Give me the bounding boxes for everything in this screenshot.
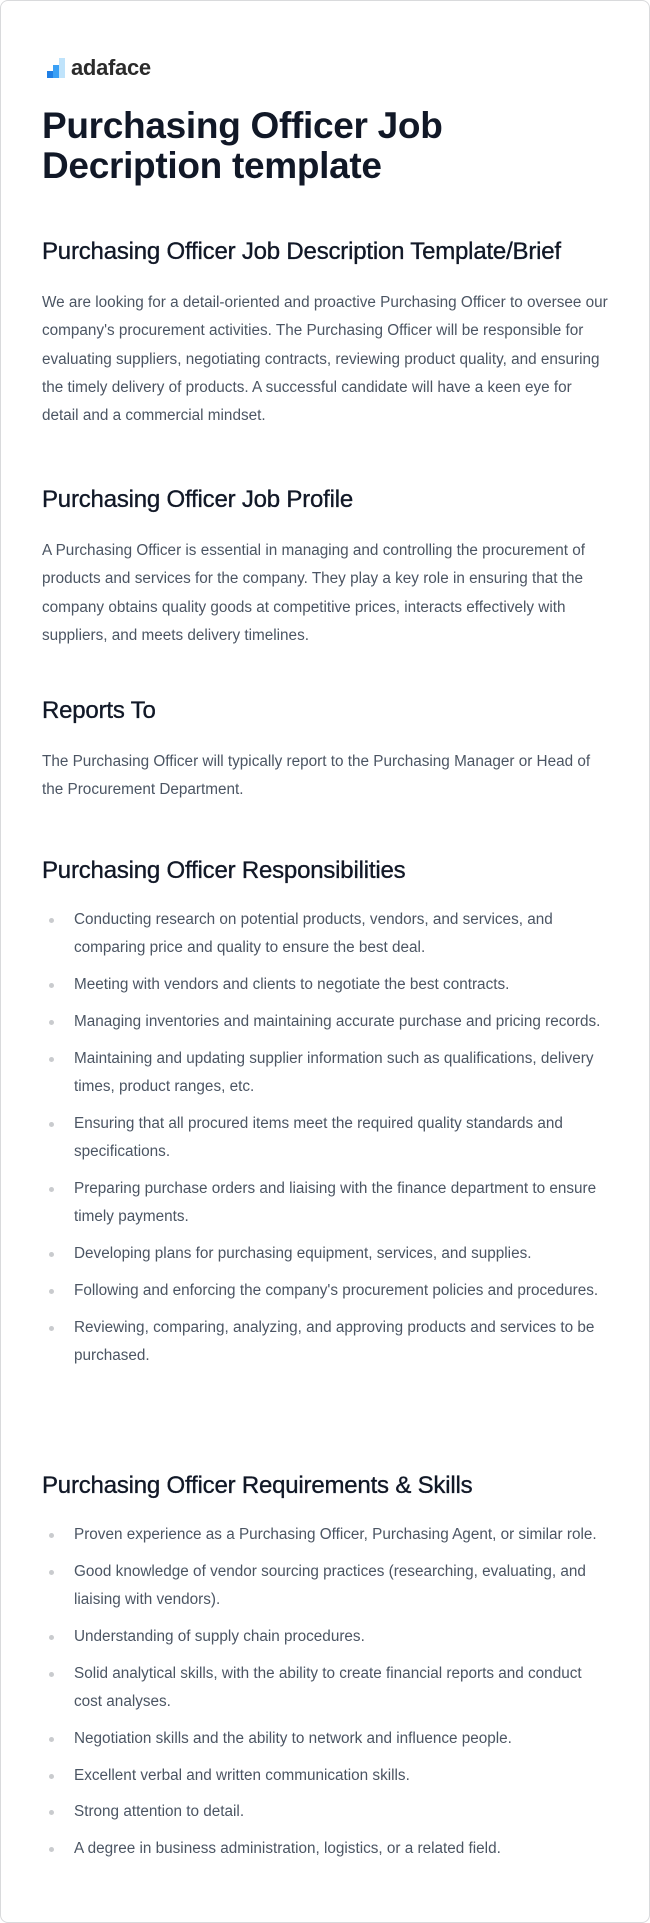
list-item [42, 1558, 612, 1615]
list-item-text: Developing plans for purchasing equipment, services, and supplies. [74, 1244, 532, 1262]
list-item-text: Managing inventories and maintaining accurate purchase and pricing records. [74, 1012, 601, 1030]
list-item-text: Proven experience as a Purchasing Officer, Purchasing Agent, or similar role. [74, 1526, 597, 1543]
list-item-text: Solid analytical skills, with the ability to create financial reports and conduct cost analyses. [74, 1664, 582, 1710]
bullet-icon [49, 1122, 54, 1127]
bullet-icon [49, 1533, 54, 1538]
bullet-icon [49, 1570, 54, 1575]
section-body: A Purchasing Officer is essential in managing and controlling the procurement of products and services for the company. They play a key role in ensuring that the company obtains quality goods at competitive prices, interacts effectively with suppliers, and meets delivery timelines. [42, 542, 586, 644]
list-item [42, 1110, 612, 1167]
section-heading: Purchasing Officer Requirements & Skills [42, 1472, 473, 1499]
section-heading: Purchasing Officer Job Profile [42, 486, 354, 513]
list-item-text: Meeting with vendors and clients to negotiate the best contracts. [74, 976, 510, 994]
list-item [42, 1045, 612, 1102]
list-item-text: Following and enforcing the company's procurement policies and procedures. [74, 1281, 599, 1299]
list-item [42, 906, 612, 963]
list-item [42, 1835, 612, 1863]
list-item [42, 1725, 612, 1753]
section-heading: Purchasing Officer Responsibilities [42, 857, 406, 884]
list-item [42, 1660, 612, 1717]
bullet-icon [49, 1057, 54, 1062]
bullet-icon [49, 1289, 54, 1294]
bullet-icon [49, 1635, 54, 1640]
bullet-icon [49, 1187, 54, 1192]
bullet-icon [49, 1737, 54, 1742]
list-item [42, 1623, 612, 1651]
bullet-icon [49, 1252, 54, 1257]
list-item-text: Excellent verbal and written communication skills. [74, 1766, 410, 1784]
bullet-icon [49, 1774, 54, 1779]
responsibilities-list [42, 906, 612, 1370]
page-title: Purchasing Officer Job Decription template [42, 105, 443, 186]
list-item-text: Preparing purchase orders and liaising with the finance department to ensure timely payments. [74, 1179, 597, 1226]
requirements-list [42, 1521, 612, 1863]
section-brief [42, 237, 612, 430]
list-item [42, 1240, 612, 1268]
list-item [42, 1762, 612, 1790]
section-body: We are looking for a detail-oriented and proactive Purchasing Officer to oversee our company's procurement activities. The Purchasing Officer will be responsible for evaluating suppliers, negotiating contracts, reviewing product quality, and ensuring the timely delivery of products. A successful candidate will have a keen eye for detail and a commercial mindset. [42, 294, 608, 425]
bullet-icon [49, 1847, 54, 1852]
list-item-text: Negotiation skills and the ability to network and influence people. [74, 1729, 512, 1747]
list-item [42, 1175, 612, 1232]
adaface-steps-logo-icon [47, 58, 65, 78]
list-item-text: Strong attention to detail. [74, 1803, 245, 1821]
list-item-text: A degree in business administration, logistics, or a related field. [74, 1840, 501, 1858]
list-item-text: Maintaining and updating supplier information such as qualifications, delivery times, product ranges, etc. [74, 1049, 594, 1095]
adaface-logo[interactable] [47, 56, 151, 80]
section-responsibilities [42, 856, 612, 1379]
section-requirements [42, 1471, 612, 1872]
list-item [42, 1277, 612, 1305]
list-item-text: Understanding of supply chain procedures. [74, 1627, 365, 1645]
section-heading: Reports To [42, 697, 156, 724]
bullet-icon [49, 918, 54, 923]
list-item-text: Conducting research on potential products, vendors, and services, and comparing price and quality to ensure the best deal. [74, 911, 553, 957]
bullet-icon [49, 1810, 54, 1815]
list-item-text: Good knowledge of vendor sourcing practices (researching, evaluating, and liaising with vendors). [74, 1562, 586, 1609]
list-item [42, 1008, 612, 1036]
list-item-text: Reviewing, comparing, analyzing, and approving products and services to be purchased. [74, 1318, 595, 1364]
section-job-profile [42, 485, 612, 650]
bullet-icon [49, 983, 54, 988]
list-item [42, 1798, 612, 1826]
section-body: The Purchasing Officer will typically report to the Purchasing Manager or Head of the Procurement Department. [42, 753, 591, 799]
list-item [42, 1521, 612, 1549]
list-item [42, 1314, 612, 1371]
section-reports-to [42, 696, 612, 805]
bullet-icon [49, 1020, 54, 1025]
section-heading: Purchasing Officer Job Description Template/Brief [42, 238, 561, 265]
bullet-icon [49, 1326, 54, 1331]
bullet-icon [49, 1672, 54, 1677]
brand-name: adaface [71, 55, 151, 80]
list-item [42, 971, 612, 999]
list-item-text: Ensuring that all procured items meet the required quality standards and specifications. [74, 1114, 563, 1161]
